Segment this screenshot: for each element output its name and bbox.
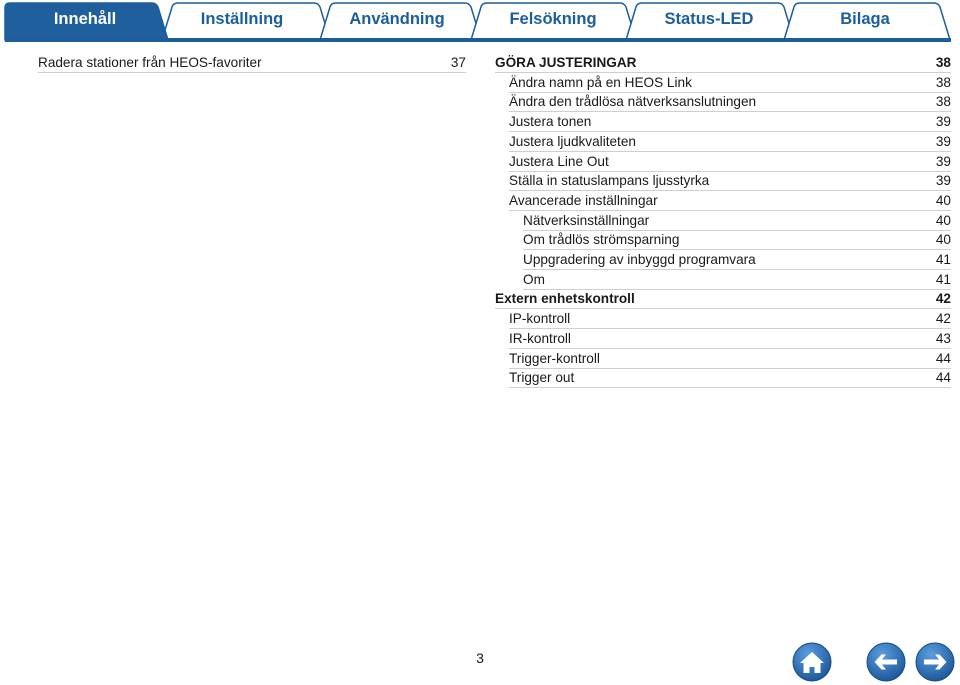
toc-entry-title: Om trådlös strömsparning xyxy=(523,232,680,248)
tab-innehall: Innehåll xyxy=(53,10,117,28)
toc-entry[interactable] xyxy=(523,271,951,290)
page-number: 3 xyxy=(476,650,484,666)
tab-felsokning: Felsökning xyxy=(509,10,597,28)
toc-entry[interactable] xyxy=(509,113,951,132)
back-button[interactable] xyxy=(866,642,906,682)
toc-entry[interactable] xyxy=(523,251,951,270)
toc-entry-page: 39 xyxy=(935,133,951,149)
toc-entry-page: 40 xyxy=(935,212,951,228)
toc-entry-page: 38 xyxy=(935,55,951,70)
forward-button[interactable] xyxy=(915,642,955,682)
tab-anvandning-button[interactable] xyxy=(324,2,476,38)
toc-entry-page: 39 xyxy=(935,173,951,189)
toc-entry-page: 41 xyxy=(935,252,951,267)
toc-entry-title: Ändra den trådlösa nätverksanslutningen xyxy=(509,94,757,110)
toc-entry[interactable] xyxy=(509,330,951,349)
tab-bar-baseline xyxy=(5,38,951,42)
tab-felsokning-button[interactable] xyxy=(476,2,631,38)
toc-entry-page: 42 xyxy=(935,291,951,307)
toc-entry-title: Trigger-kontroll xyxy=(509,350,600,366)
toc-entry-title: Avancerade inställningar xyxy=(509,192,658,208)
toc-entry-page: 40 xyxy=(935,232,951,248)
toc-entry-page: 39 xyxy=(935,153,951,169)
tab-installning: Inställning xyxy=(200,10,284,28)
toc-entry[interactable] xyxy=(509,172,951,191)
toc-entry-page: 37 xyxy=(450,55,466,70)
toc-entry-title: Ändra namn på en HEOS Link xyxy=(509,74,692,90)
arrow-right-icon xyxy=(915,642,955,682)
toc-entry[interactable] xyxy=(495,54,951,73)
toc-entry-page: 38 xyxy=(935,94,951,110)
toc-entry-title: Radera stationer från HEOS-favoriter xyxy=(38,55,262,70)
toc-entry[interactable] xyxy=(509,192,951,211)
toc-entry-title: IR-kontroll xyxy=(509,330,571,346)
toc-entry-page: 42 xyxy=(935,311,951,327)
toc-entry-title: Ställa in statuslampans ljusstyrka xyxy=(509,173,710,189)
toc-entry-page: 40 xyxy=(935,192,951,208)
toc-entry-title: Trigger out xyxy=(509,370,575,386)
toc-entry-page: 39 xyxy=(935,114,951,130)
toc-entry[interactable] xyxy=(523,231,951,250)
tab-bar xyxy=(0,0,960,44)
toc-entry[interactable] xyxy=(509,350,951,369)
toc-entry[interactable] xyxy=(509,93,951,112)
toc-entry[interactable] xyxy=(509,74,951,93)
toc-entry[interactable] xyxy=(509,369,951,388)
toc-entry-title: GÖRA JUSTERINGAR xyxy=(495,55,637,70)
tab-status-led: Status-LED xyxy=(664,10,754,28)
home-icon xyxy=(792,642,832,682)
toc-entry-page: 44 xyxy=(935,350,951,366)
toc-entry-page: 44 xyxy=(935,370,951,386)
toc-entry[interactable] xyxy=(38,54,466,73)
tab-bilaga-button[interactable] xyxy=(789,2,945,38)
tab-installning-button[interactable] xyxy=(166,2,324,38)
toc-entry[interactable] xyxy=(509,133,951,152)
tab-bilaga: Bilaga xyxy=(840,10,890,28)
toc-entry[interactable] xyxy=(509,310,951,329)
toc-entry-title: Justera ljudkvaliteten xyxy=(509,133,636,149)
home-button[interactable] xyxy=(792,642,832,682)
toc-entry[interactable] xyxy=(509,153,951,172)
tab-innehall-button[interactable] xyxy=(5,2,163,38)
toc-entry-title: Uppgradering av inbyggd programvara xyxy=(523,252,756,267)
toc-entry[interactable] xyxy=(495,290,951,309)
toc-entry-title: Om xyxy=(523,271,545,287)
toc-entry-title: IP-kontroll xyxy=(509,311,571,327)
tab-status-led-button[interactable] xyxy=(631,2,789,38)
toc-entry-title: Nätverksinställningar xyxy=(523,212,650,228)
toc-entry[interactable] xyxy=(523,212,951,231)
arrow-left-icon xyxy=(866,642,906,682)
toc-entry-page: 43 xyxy=(935,330,951,346)
toc-entry-page: 41 xyxy=(935,271,951,287)
toc-entry-title: Justera tonen xyxy=(509,114,592,130)
toc-entry-title: Justera Line Out xyxy=(509,153,609,169)
toc-entry-title: Extern enhetskontroll xyxy=(495,291,635,307)
tab-anvandning: Användning xyxy=(349,10,445,28)
toc-entry-page: 38 xyxy=(935,74,951,90)
